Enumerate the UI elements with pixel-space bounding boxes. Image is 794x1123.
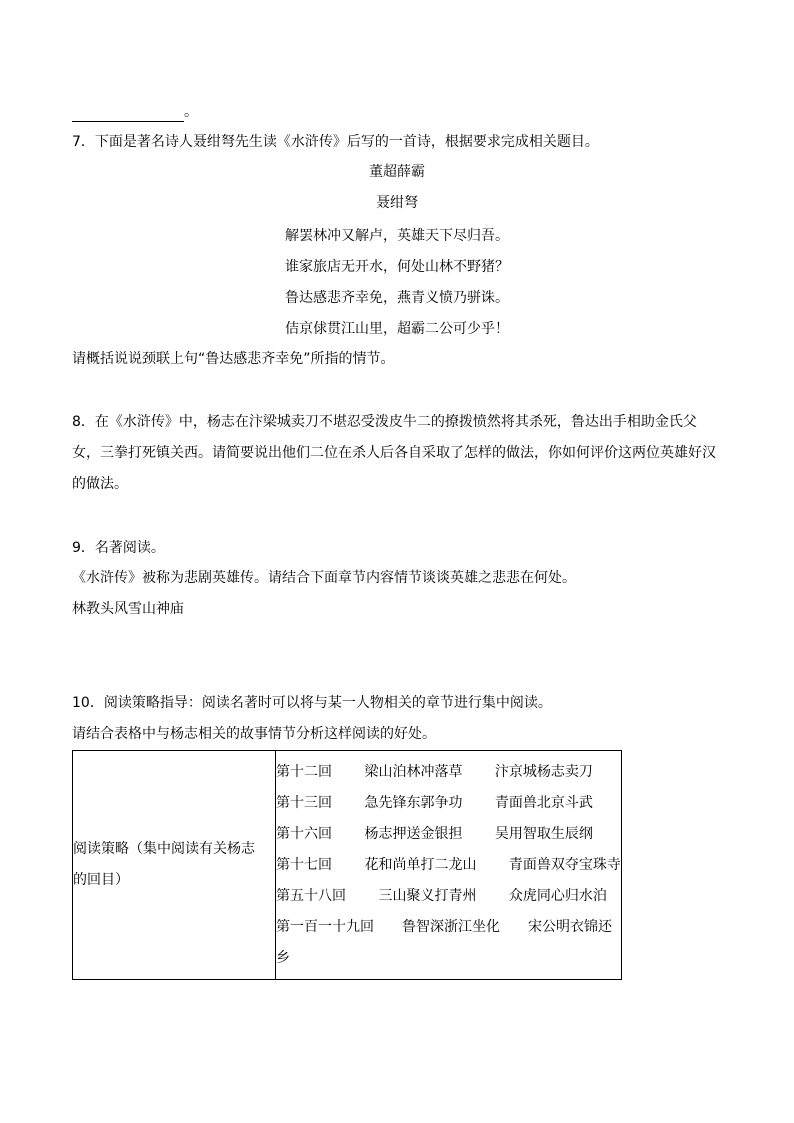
chapter-number: 第一百一十九回 — [276, 918, 374, 935]
poem-line-2: 谁家旅店无开水，何处山林不野猪？ — [285, 259, 509, 275]
chapter-title-a: 急先锋东郭争功 — [364, 794, 463, 811]
chapter-number: 第十二回 — [276, 763, 332, 780]
chapter-title-b: 青面兽北京斗武 — [494, 794, 593, 811]
q9-title: 9．名著阅读。 — [72, 540, 165, 556]
chapter-row — [276, 912, 621, 974]
poem-author: 聂绀弩 — [376, 195, 418, 211]
chapter-title-a: 三山聚义打青州 — [378, 887, 477, 904]
chapter-title-a: 梁山泊林冲落草 — [364, 763, 463, 780]
chapter-list-cell — [276, 751, 622, 980]
chapter-title-b: 青面兽双夺宝珠寺 — [508, 856, 621, 873]
reading-strategy-table — [72, 750, 622, 980]
poem-title: 董超薛霸 — [369, 164, 425, 180]
strategy-label-line-2: 的回目） — [73, 872, 129, 888]
blank-underline — [72, 105, 184, 122]
chapter-row — [276, 757, 621, 788]
chapter-title-b: 汴京城杨志卖刀 — [494, 763, 593, 780]
chapter-row — [276, 850, 621, 881]
chapter-title-b: 宋公明衣锦还乡 — [276, 918, 612, 966]
strategy-label-line-1: 阅读策略（集中阅读有关杨志 — [73, 841, 255, 857]
q8-line-1: 8．在《水浒传》中，杨志在汴梁城卖刀不堪忍受泼皮牛二的撩拨愤然将其杀死，鲁达出手相助金氏父 — [72, 414, 697, 430]
q8-line-3: 的做法。 — [72, 476, 128, 492]
chapter-number: 第十三回 — [276, 794, 332, 811]
q10-prompt: 请结合表格中与杨志相关的故事情节分析这样阅读的好处。 — [72, 726, 436, 742]
chapter-title-a: 花和尚单打二龙山 — [364, 856, 477, 873]
chapter-row — [276, 788, 621, 819]
poem-line-1: 解罢林冲又解卢，英雄天下尽归吾。 — [285, 228, 509, 244]
q9-prompt: 《水浒传》被称为悲剧英雄传。请结合下面章节内容情节谈谈英雄之悲悲在何处。 — [72, 570, 576, 586]
chapter-row — [276, 819, 621, 850]
poem-line-4: 佶京俅贯江山里，超霸二公可少乎！ — [285, 321, 509, 337]
q7-prompt: 7．下面是著名诗人聂绀弩先生读《水浒传》后写的一首诗，根据要求完成相关题目。 — [72, 134, 599, 150]
answer-blank — [72, 102, 198, 122]
chapter-title-b: 吴用智取生辰纲 — [494, 825, 593, 842]
q9-chapter: 林教头风雪山神庙 — [72, 601, 184, 617]
q10-title: 10．阅读策略指导：阅读名著时可以将与某一人物相关的章节进行集中阅读。 — [72, 695, 552, 711]
poem-line-3: 鲁达感悲齐幸免，燕青义愤乃骈诛。 — [285, 290, 509, 306]
chapter-number: 第十六回 — [276, 825, 332, 842]
chapter-number: 第五十八回 — [276, 887, 346, 904]
q7-question: 请概括说说颈联上句“鲁达感悲齐幸免”所指的情节。 — [72, 351, 395, 367]
chapter-title-a: 鲁智深浙江坐化 — [402, 918, 500, 935]
chapter-title-a: 杨志押送金银担 — [364, 825, 463, 842]
chapter-title-b: 众虎同心归水泊 — [508, 887, 607, 904]
chapter-row — [276, 881, 621, 912]
q8-line-2: 女，三拳打死镇关西。请简要说出他们二位在杀人后各自采取了怎样的做法，你如何评价这两位英雄好汉 — [72, 445, 716, 461]
chapter-number: 第十七回 — [276, 856, 332, 873]
blank-period: 。 — [184, 104, 198, 120]
strategy-label-cell — [73, 751, 276, 980]
